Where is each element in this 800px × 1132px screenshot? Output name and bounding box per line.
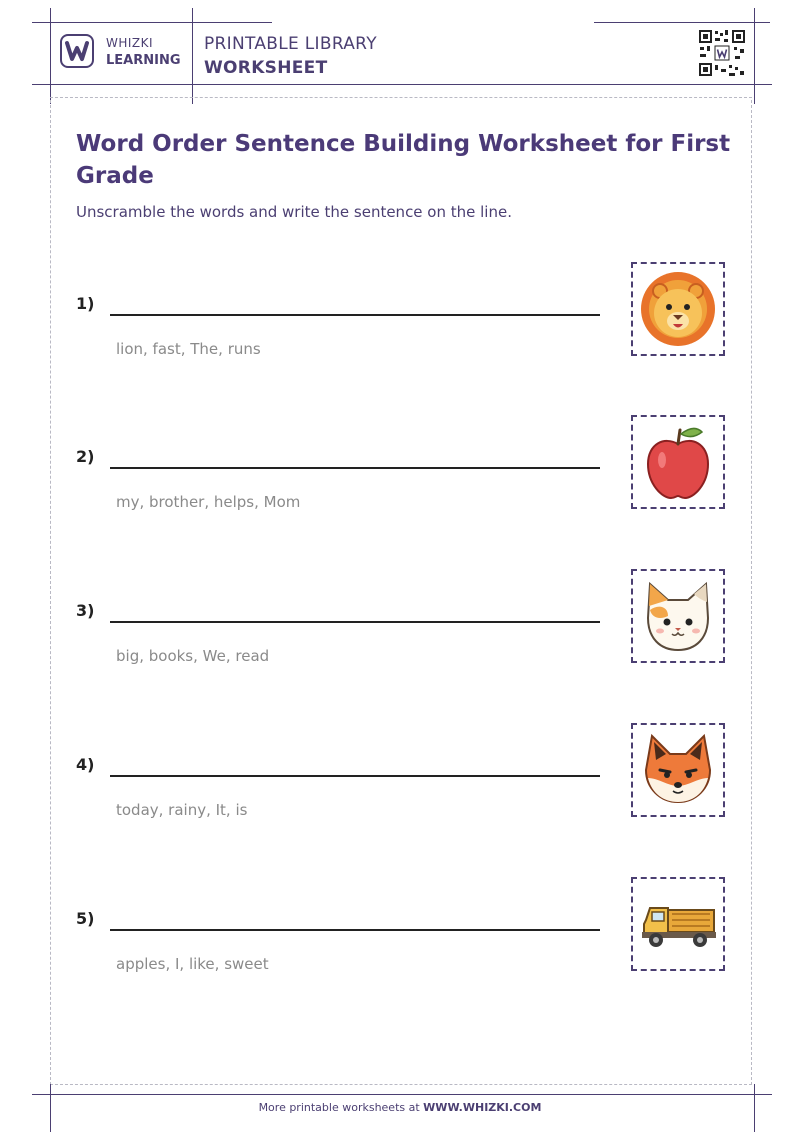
header-rule-top-left <box>32 22 272 23</box>
worksheet-item <box>0 415 800 525</box>
header-rule-divider <box>192 8 193 104</box>
page-title: Word Order Sentence Building Worksheet for First Grade <box>76 131 731 189</box>
header-worksheet-label: WORKSHEET <box>204 58 328 78</box>
instructions-text: Unscramble the words and write the sentence on the line. <box>76 203 512 221</box>
picture-frame <box>631 415 725 509</box>
answer-line[interactable] <box>110 621 600 623</box>
scrambled-words: big, books, We, read <box>116 647 270 665</box>
fox-face-icon <box>638 730 718 810</box>
answer-line[interactable] <box>110 314 600 316</box>
footer-text <box>0 1101 800 1114</box>
footer-prefix: More printable worksheets at <box>258 1101 420 1114</box>
footer-rule <box>32 1094 772 1095</box>
header-rule-left <box>50 8 51 104</box>
header-rule-top-right <box>594 22 770 23</box>
footer-site-link[interactable]: WWW.WHIZKI.COM <box>423 1101 542 1114</box>
scrambled-words: my, brother, helps, Mom <box>116 493 301 511</box>
picture-frame <box>631 262 725 356</box>
answer-line[interactable] <box>110 929 600 931</box>
logo-top-text: WHIZKI <box>106 36 154 50</box>
item-number: 5) <box>76 909 95 928</box>
header-rule-right <box>754 8 755 104</box>
item-number: 3) <box>76 601 95 620</box>
item-number: 4) <box>76 755 95 774</box>
scrambled-words: apples, I, like, sweet <box>116 955 269 973</box>
scrambled-words: today, rainy, It, is <box>116 801 248 819</box>
answer-line[interactable] <box>110 775 600 777</box>
apple-icon <box>638 422 718 502</box>
logo-bottom-text: LEARNING <box>106 53 181 68</box>
header-rule-bottom <box>32 84 772 85</box>
qr-code-icon <box>698 29 746 77</box>
whizki-logo-icon <box>60 34 94 68</box>
picture-frame <box>631 723 725 817</box>
worksheet-item <box>0 569 800 679</box>
worksheet-item <box>0 262 800 372</box>
worksheet-item <box>0 723 800 833</box>
cat-face-icon <box>638 576 718 656</box>
picture-frame <box>631 569 725 663</box>
answer-line[interactable] <box>110 467 600 469</box>
header-library-label: PRINTABLE LIBRARY <box>204 34 377 54</box>
item-number: 1) <box>76 294 95 313</box>
lion-face-icon <box>638 269 718 349</box>
item-number: 2) <box>76 447 95 466</box>
picture-frame <box>631 877 725 971</box>
frame-bottom <box>50 1084 752 1085</box>
worksheet-item <box>0 877 800 987</box>
scrambled-words: lion, fast, The, runs <box>116 340 261 358</box>
truck-icon <box>638 894 718 954</box>
frame-top <box>50 97 752 98</box>
